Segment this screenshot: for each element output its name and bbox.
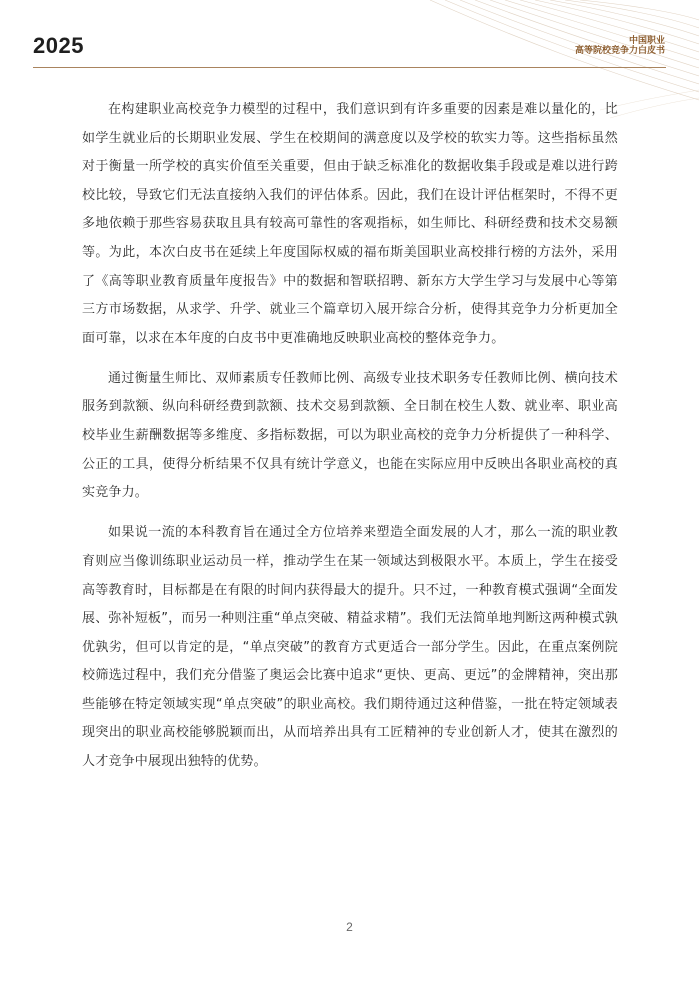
report-title xyxy=(575,36,665,56)
paragraph-3: 如果说一流的本科教育旨在通过全方位培养来塑造全面发展的人才，那么一流的职业教育则应当像训练职业运动员一样，推动学生在某一领域达到极限水平。本质上，学生在接受高等教育时，目标都是在有限的时间内获得最大的提升。只不过，一种教育模式强调“全面发展、弥补短板”，而另一种则注重“单点突破、精益求精”。我们无法简单地判断这两种模式孰优孰劣，但可以肯定的是，“单点突破”的教育方式更适合一部分学生。因此，在重点案例院校筛选过程中，我们充分借鉴了奥运会比赛中追求“更快、更高、更远”的金牌精神，突出那些能够在特定领域实现“单点突破”的职业高校。我们期待通过这种借鉴，一批在特定领域表现突出的职业高校能够脱颖而出，从而培养出具有工匠精神的专业创新人才，使其在激烈的人才竞争中展现出独特的优势。 xyxy=(82,525,618,770)
report-title-line1: 中国职业 xyxy=(628,36,665,46)
paragraph-1: 在构建职业高校竞争力模型的过程中，我们意识到有许多重要的因素是难以量化的，比如学生就业后的长期职业发展、学生在校期间的满意度以及学校的软实力等。这些指标虽然对于衡量一所学校的真实价值至关重要，但由于缺乏标准化的数据收集手段或是难以进行跨校比较，导致它们无法直接纳入我们的评估体系。因此，我们在设计评估框架时，不得不更多地依赖于那些容易获取且具有较高可靠性的客观指标，如生师比、科研经费和技术交易额等。为此，本次白皮书在延续上年度国际权威的福布斯美国职业高校排行榜的方法外，采用了《高等职业教育质量年度报告》中的数据和智联招聘、新东方大学生学习与发展中心等第三方市场数据，从求学、升学、就业三个篇章切入展开综合分析，使得其竞争力分析更加全面可靠，以求在本年度的白皮书中更准确地反映职业高校的整体竞争力。 xyxy=(82,102,618,346)
header-divider xyxy=(33,67,666,68)
paragraph-2: 通过衡量生师比、双师素质专任教师比例、高级专业技术职务专任教师比例、横向技术服务到款额、纵向科研经费到款额、技术交易到款额、全日制在校生人数、就业率、职业高校毕业生薪酬数据等多维度、多指标数据，可以为职业高校的竞争力分析提供了一种科学、公正的工具，使得分析结果不仅具有统计学意义，也能在实际应用中反映出各职业高校的真实竞争力。 xyxy=(82,370,618,501)
report-year: 2025 xyxy=(33,33,84,58)
report-title-line2: 高等院校竞争力白皮书 xyxy=(574,46,665,56)
page-number: 2 xyxy=(346,920,353,934)
body-text xyxy=(82,96,618,788)
